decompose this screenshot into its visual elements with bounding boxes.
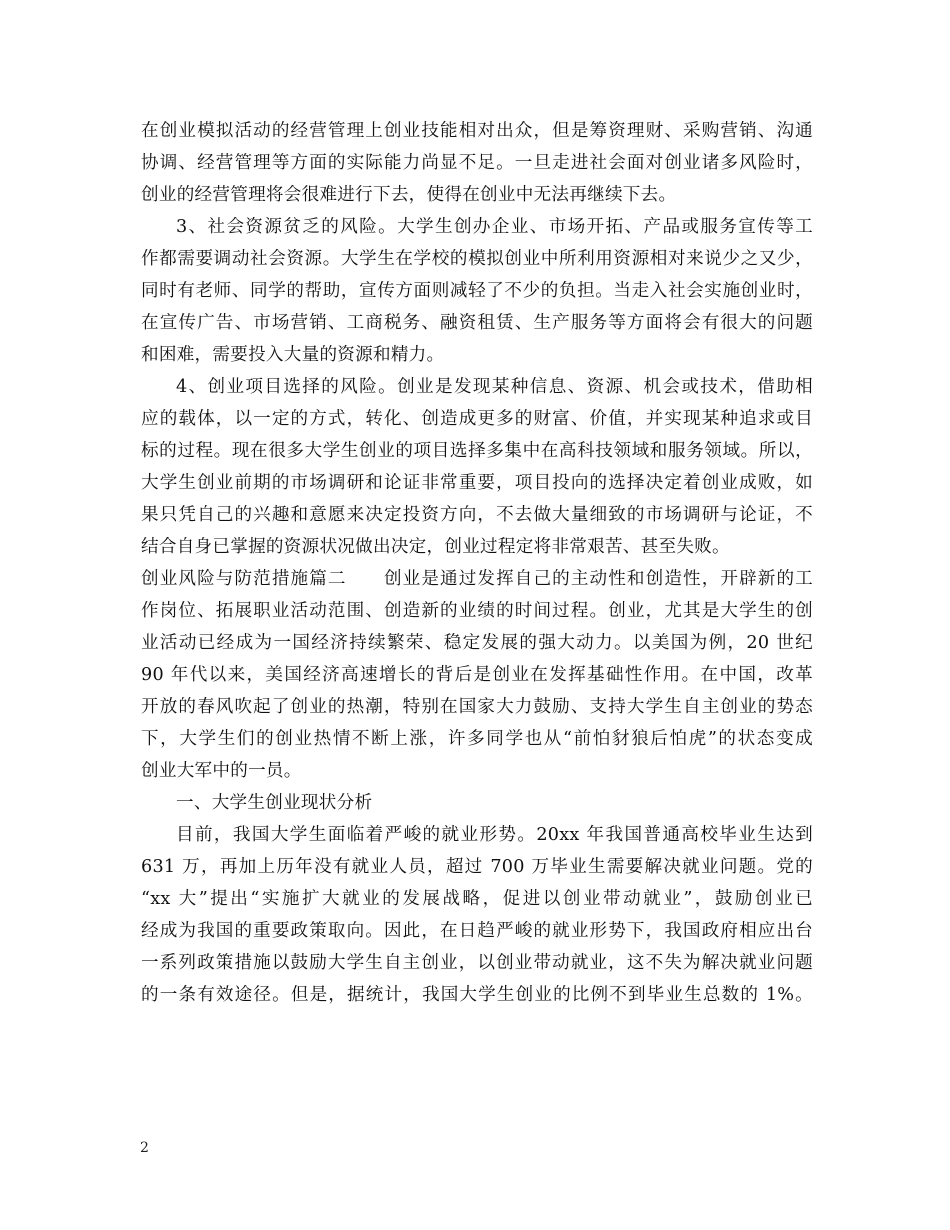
text-line: 3、社会资源贫乏的风险。大学生创办企业、市场开拓、产品或服务宣传等工 (176, 217, 813, 237)
text-line: 开放的春风吹起了创业的热潮，特别在国家大力鼓励、支持大学生自主创业的势态 (141, 697, 813, 717)
text-line: 在创业模拟活动的经营管理上创业技能相对出众，但是筹资理财、采购营销、沟通 (141, 121, 813, 141)
text-line: 应的载体，以一定的方式，转化、创造成更多的财富、价值，并实现某种追求或目 (141, 409, 813, 429)
text-line: 和困难，需要投入大量的资源和精力。 (141, 345, 445, 365)
text-line: 90 年代以来，美国经济高速增长的背后是创业在发挥基础性作用。在中国，改革 (141, 665, 813, 685)
text-line: 在宣传广告、市场营销、工商税务、融资租赁、生产服务等方面将会有很大的问题 (141, 313, 813, 333)
text-line: 同时有老师、同学的帮助，宣传方面则减轻了不少的负担。当走入社会实施创业时， (141, 281, 813, 301)
text-line: 经成为我国的重要政策取向。因此，在日趋严峻的就业形势下，我国政府相应出台 (141, 921, 813, 941)
text-line: 631 万，再加上历年没有就业人员，超过 700 万毕业生需要解决就业问题。党的 (141, 857, 813, 877)
text-line: 作岗位、拓展职业活动范围、创造新的业绩的时间过程。创业，尤其是大学生的创 (141, 601, 813, 621)
text-line: 业活动已经成为一国经济持续繁荣、稳定发展的强大动力。以美国为例，20 世纪 (141, 633, 813, 653)
text-line: 创业的经营管理将会很难进行下去，使得在创业中无法再继续下去。 (141, 185, 677, 205)
text-line: 创业大军中的一员。 (141, 761, 302, 781)
text-line: 协调、经营管理等方面的实际能力尚显不足。一旦走进社会面对创业诸多风险时， (141, 153, 813, 173)
text-line: 大学生创业前期的市场调研和论证非常重要，项目投向的选择决定着创业成败，如 (141, 473, 813, 493)
text-line: 标的过程。现在很多大学生创业的项目选择多集中在高科技领域和服务领域。所以， (141, 441, 813, 461)
page-number: 2 (140, 1140, 149, 1156)
text-line: 的一条有效途径。但是，据统计，我国大学生创业的比例不到毕业生总数的 1%。 (141, 985, 813, 1005)
text-line: 目前，我国大学生面临着严峻的就业形势。20xx 年我国普通高校毕业生达到 (176, 825, 813, 845)
text-line: 果只凭自己的兴趣和意愿来决定投资方向，不去做大量细致的市场调研与论证，不 (141, 505, 813, 525)
text-line: 下，大学生们的创业热情不断上涨，许多同学也从“前怕豺狼后怕虎”的状态变成 (141, 729, 813, 749)
body-text (141, 115, 813, 1011)
text-line: 结合自身已掌握的资源状况做出决定，创业过程定将非常艰苦、甚至失败。 (141, 537, 730, 557)
text-line: 一系列政策措施以鼓励大学生自主创业，以创业带动就业，这不失为解决就业问题 (141, 953, 813, 973)
text-line: “xx 大”提出“实施扩大就业的发展战略，促进以创业带动就业”，鼓励创业已 (141, 889, 813, 909)
text-line: 4、创业项目选择的风险。创业是发现某种信息、资源、机会或技术，借助相 (176, 377, 813, 397)
text-line: 创业风险与防范措施篇二 创业是通过发挥自己的主动性和创造性，开辟新的工 (141, 569, 813, 589)
section-heading: 一、大学生创业现状分析 (176, 793, 373, 813)
text-line: 作都需要调动社会资源。大学生在学校的模拟创业中所利用资源相对来说少之又少， (141, 249, 813, 269)
